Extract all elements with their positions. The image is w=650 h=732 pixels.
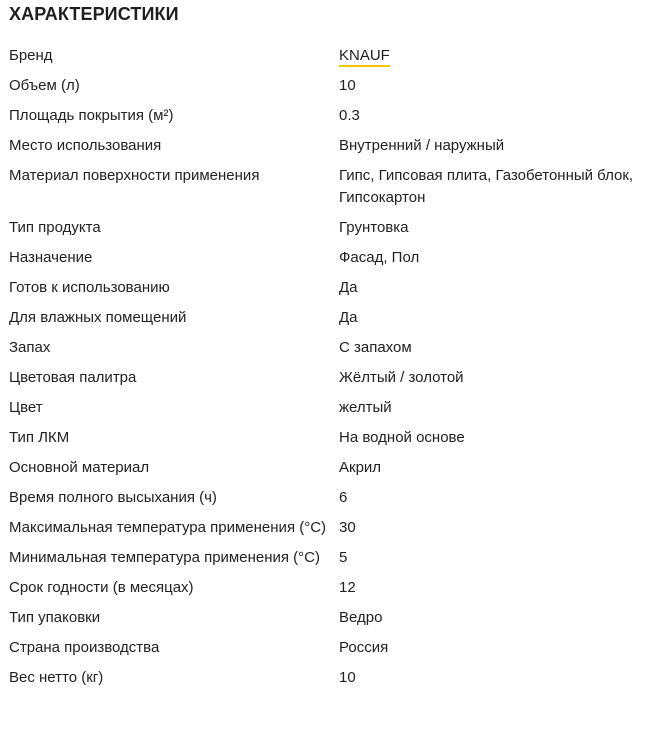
spec-value: Фасад, Пол — [339, 249, 420, 266]
spec-key: Страна производства — [9, 639, 160, 656]
spec-value: Жёлтый / золотой — [339, 369, 464, 386]
spec-row — [9, 487, 649, 517]
spec-value: Да — [339, 309, 358, 326]
spec-row — [9, 165, 649, 217]
spec-value: 6 — [339, 489, 348, 506]
spec-key: Место использования — [9, 137, 162, 154]
spec-row — [9, 277, 649, 307]
spec-key: Для влажных помещений — [9, 309, 187, 326]
spec-key: Объем (л) — [9, 77, 80, 94]
spec-value: 30 — [339, 519, 356, 536]
spec-key: Срок годности (в месяцах) — [9, 579, 194, 596]
spec-row — [9, 547, 649, 577]
spec-value: Внутренний / наружный — [339, 137, 505, 154]
spec-key: Бренд — [9, 47, 53, 64]
spec-row-brand — [9, 45, 649, 75]
spec-value: На водной основе — [339, 429, 465, 446]
spec-row — [9, 637, 649, 667]
spec-key: Максимальная температура применения (°C) — [9, 519, 327, 536]
spec-row — [9, 135, 649, 165]
spec-value: Да — [339, 279, 358, 296]
spec-key: Тип ЛКМ — [9, 429, 70, 446]
spec-key: Цвет — [9, 399, 43, 416]
spec-value: 10 — [339, 669, 356, 686]
spec-key: Время полного высыхания (ч) — [9, 489, 217, 506]
brand-link[interactable]: KNAUF — [339, 46, 390, 67]
spec-value: Ведро — [339, 609, 383, 626]
spec-row — [9, 247, 649, 277]
spec-key: Готов к использованию — [9, 279, 170, 296]
spec-row — [9, 75, 649, 105]
spec-key: Вес нетто (кг) — [9, 669, 104, 686]
spec-value: Гипс, Гипсовая плита, Газобетонный блок, Гипсокартон — [339, 167, 634, 206]
spec-row — [9, 217, 649, 247]
spec-row — [9, 457, 649, 487]
spec-row — [9, 577, 649, 607]
section-title: ХАРАКТЕРИСТИКИ — [9, 4, 179, 24]
spec-value: желтый — [339, 399, 392, 416]
spec-row — [9, 667, 649, 697]
spec-value: 0.3 — [339, 107, 360, 124]
spec-key: Тип продукта — [9, 219, 101, 236]
spec-value: Грунтовка — [339, 219, 409, 236]
spec-key: Материал поверхности применения — [9, 167, 260, 184]
spec-key: Основной материал — [9, 459, 150, 476]
spec-key: Запах — [9, 339, 51, 356]
spec-value: Акрил — [339, 459, 382, 476]
specs-list — [9, 45, 649, 697]
spec-value: 10 — [339, 77, 356, 94]
spec-key: Цветовая палитра — [9, 369, 137, 386]
spec-value: Россия — [339, 639, 389, 656]
spec-row — [9, 517, 649, 547]
spec-value — [339, 45, 649, 67]
spec-row — [9, 427, 649, 457]
spec-row — [9, 105, 649, 135]
spec-row — [9, 397, 649, 427]
spec-row — [9, 607, 649, 637]
spec-value: 12 — [339, 579, 356, 596]
spec-value: С запахом — [339, 339, 412, 356]
spec-key: Минимальная температура применения (°C) — [9, 549, 320, 566]
spec-row — [9, 367, 649, 397]
spec-row — [9, 307, 649, 337]
spec-key: Тип упаковки — [9, 609, 101, 626]
spec-value: 5 — [339, 549, 348, 566]
spec-row — [9, 337, 649, 367]
spec-key: Назначение — [9, 249, 93, 266]
spec-key: Площадь покрытия (м²) — [9, 107, 174, 124]
